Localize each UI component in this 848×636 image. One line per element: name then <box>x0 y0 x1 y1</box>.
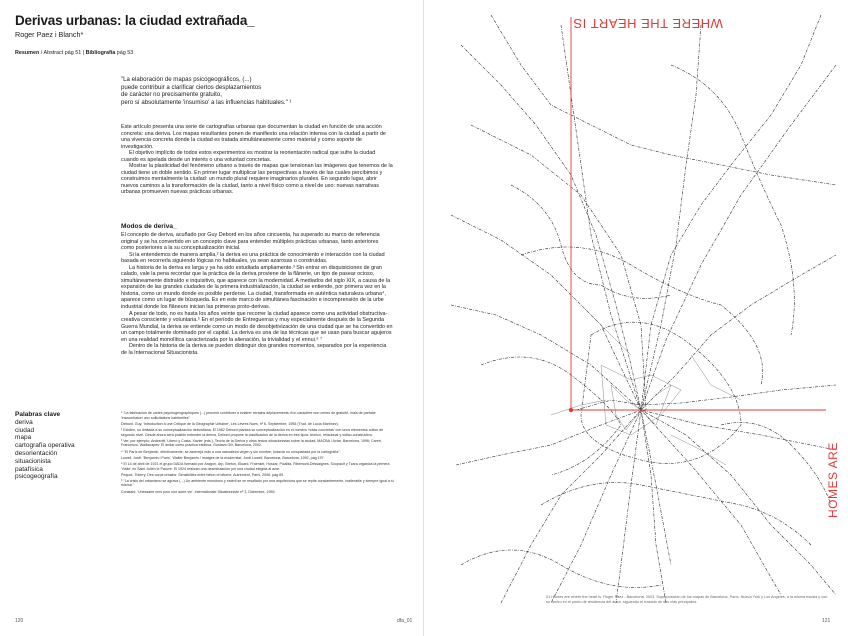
right-page-number: 121 <box>822 618 831 624</box>
intro-paragraph: Mostrar la plasticidad del fenómeno urbano a través de mapas que tensionan las imágenes que tenemos de la ciudad tiene un doble sentido. En primer lugar multiplicar las perspectivas a través de las cuales percibimos y construimos mentalmente la ciudad: un mundo plural requiere imaginarios plurales. En segundo lugar, abrir nuevos caminos a la transformación de la ciudad, tanto a nivel físico como a nivel de uso: nuevas narrativas urbanas promueven nuevas prácticas urbanas. <box>121 163 393 196</box>
map-streets <box>451 15 836 603</box>
intro-text <box>121 124 393 196</box>
intro-paragraph: El objetivo implícito de todos estos experimentos es mostrar la reorientación radical que sufre la ciudad cuando es apelada desde un interés o una voluntad concretas. <box>121 150 376 163</box>
footnotes <box>121 411 396 496</box>
keyword: situacionista <box>15 457 51 465</box>
section-paragraph: Dentro de la historia de la deriva se pueden distinguir dos grandes momentos, separados por la experiencia de la Internacional Situacionista. <box>121 343 387 356</box>
journal-name: dfa_01 <box>397 618 413 624</box>
footnote: Lowell, Jordi. 'Benjamin i París', Walter Benjamin / Imatges de la modernitat, Jordi Lowell, Barcelona, Barcelona, 1992, pág 197. <box>121 455 325 460</box>
bibliografia-link[interactable]: Bibliografía <box>85 50 116 56</box>
article-author: Roger Paez i Blanch* <box>15 30 84 39</box>
article-navigation <box>15 50 133 56</box>
keywords-heading: Palabras clave <box>15 411 61 418</box>
home-marker <box>569 408 573 412</box>
epigraph <box>121 76 361 106</box>
resumen-link[interactable]: Resumen <box>15 50 40 56</box>
map-title-text: WHERE THE HEART IS <box>573 16 723 31</box>
keyword: ciudad <box>15 426 35 434</box>
abstract-link[interactable]: / Abstract pág 51 | <box>39 50 86 56</box>
epigraph-line: "La elaboración de mapas psicogeográficos, (...) <box>121 76 252 83</box>
keyword: mapa <box>15 434 32 442</box>
keyword: desorientación <box>15 449 58 457</box>
section-paragraph: El concepto de deriva, acuñado por Guy Debord en los años cincuenta, ha superado su marco de referencia original y se ha convertido en un concepto clave para entender múltiples prácticas urbanas, tanto anteriores como posteriores a la su conceptualización inicial. <box>121 232 380 252</box>
section-paragraph: Si la entendemos de manera amplia,² la deriva es una práctica de conocimiento e interacción con la ciudad basada en recorrerla siguiendo lógicas no habituales, ya sean azarosas o construidas. <box>121 251 385 265</box>
footnote: ⁴ "El París de Benjamin, efectivamente, se asemeja más a una naturaleza virgen y sin nombre, todavía no conquistada por la cartografía". <box>121 449 341 454</box>
intro-paragraph: Este artículo presenta una serie de cartografías urbanas que documentan la ciudad en función de una acción concreta: una deriva. Los mapas resultantes ponen de manifiesto una relación intensa con la ciudad a partir de una vivencia concreta donde la ciudad es tratada simultáneamente como material y como soporte de investigación. <box>121 124 386 150</box>
epigraph-line: puede contribuir a clarificar ciertos desplazamientos <box>121 83 262 91</box>
bibliografia-page: pág 53 <box>115 50 134 56</box>
section-paragraph: La historia de la deriva es larga y ya ha sido estudiada ampliamente.³ Sin entrar en disquisiciones de gran calado, vale la pena recordar que la práctica de la deriva proviene de la flânerie, un tipo de pasear ocioso, simultáneamente distraído e inquisitivo, que aparece con la modernidad. A mediados del siglo XIX, a causa de la expansión de las grandes ciudades de la primera industrialización, la ciudad se entiende, por primera vez en la historia, como un mundo donde es posible perderse. La ciudad, transformada en auténtica naturaleza urbana⁴, aparece como un lugar de búsqueda. Es en este marco de simultánea fascinación e incomprensión de la urbe industrial donde los flâneurs inician las primeras proto-derivas. <box>121 264 391 311</box>
section-text <box>121 232 393 356</box>
keywords-box <box>15 411 110 481</box>
keyword: psicogeografía <box>15 473 58 481</box>
section-paragraph: A pesar de todo, no es hasta los años veinte que recorrer la ciudad aparece como una actividad obstructiva-creativa consciente y voluntaria.⁵ En el período de Entreguerras y muy especialmente después de la Segunda Guerra Mundial, la deriva se entiende como un modo de desobjetivización de una ciudad que se ha convertido en un campo totalmente dominado por el capital. La deriva es una de las técnicas que se usan para buscar agujeros en una realidad monolítica caracterizada por la alienación, la trivialidad y el ennui.⁶ ⁷ <box>121 310 393 343</box>
footnote: ¹ "La fabricación de cartes psychogéographiques (...) peuvent contribuer à éclairer certains déplacements d'un caractère non certes de gratuité, mais de parfaite 'insoumission' aux sollicitations habituelles" <box>121 411 376 420</box>
footnote: ⁵ El 14 de abril de 1921 el grupo DADA formado por Aragon, Arp, Breton, Eluard, Fraenkel, Huszar, Picabia, Ribemont-Dessaignes, Soupault y Tzara organiza la primera 'Visite' en Saint Julien le Pauvre. El 1924 realizan una deambulación por una ciudad elegida al azar. <box>121 461 390 471</box>
footnote: ³ Ver, por ejemplo: Andreotti, Libero y Costa, Xavier (eds.), Teoría de la Deriva y otros textos situacionistas sobre la ciudad, MACBA / Actar, Barcelona, 1996; Careri, Francesco, Walkscapes: El andar como práctica estética, Gustavo Gili, Barcelona, 2002. <box>121 438 382 448</box>
epigraph-line: de carácter no precisamente gratuito, <box>121 91 222 99</box>
article-title: Derivas urbanas: la ciudad extrañada_ <box>15 13 255 28</box>
keyword: cartografía operativa <box>15 442 75 450</box>
overlaid-city-map <box>441 5 844 605</box>
footnote: ² Existen, no limitada a su conceptualización debordiana. El 1962 Debord plantea su conceptualización en el número 'notas concretas' con unos elementos cultos de segundo nivel. Desde ahora será posible entender la deriva, Debord propone la clasificación de la deriva en tres tipos: teórico, relacional y lúdico-constructivo. <box>121 427 384 437</box>
map-side-text: HOMES ARE <box>826 442 840 518</box>
footnote: Constant. 'Unessaire vers pour une autre vie', Internationale Situationniste nº 3, Diciembre, 1959. <box>121 489 276 494</box>
keyword: patafísica <box>15 465 43 473</box>
footnote: Debord, Guy, 'Introduction à une Critique de la Géographie Urbaine', Les Lèvres Nues, nº 6, Septiembre, 1955 (Trad. de Lucía Martínez). <box>121 421 339 426</box>
keyword: deriva <box>15 418 33 426</box>
map-caption: 01 Homes are where the heart is. Roger Paez - Barcelona, 2003. Superposición de los mapas de Barcelona, París, Nueva York y Los Angeles, a la misma escala y con su centro en el punto de residencia del autor, siguiendo el trazado de sus vías principales. <box>546 595 828 604</box>
epigraph-line: pero sí absolutamente 'insumiso' a las influencias habituales." ¹ <box>121 98 292 106</box>
section-heading: Modos de deriva_ <box>121 223 177 230</box>
left-page-number: 120 <box>15 618 24 624</box>
footnote: Pequot, Thierry, Des corps urbains: Sensibilités entre béton et bitume, Autrement, París, 2006, pág 89. <box>121 472 285 477</box>
footnote: ⁶ "La crisis del urbanismo se agrava (...) Un ambiente monótono y estéril se ve resaltado por una arquitectura que se repite constantemente, inalterable y siempre igual a sí misma." <box>121 478 394 488</box>
